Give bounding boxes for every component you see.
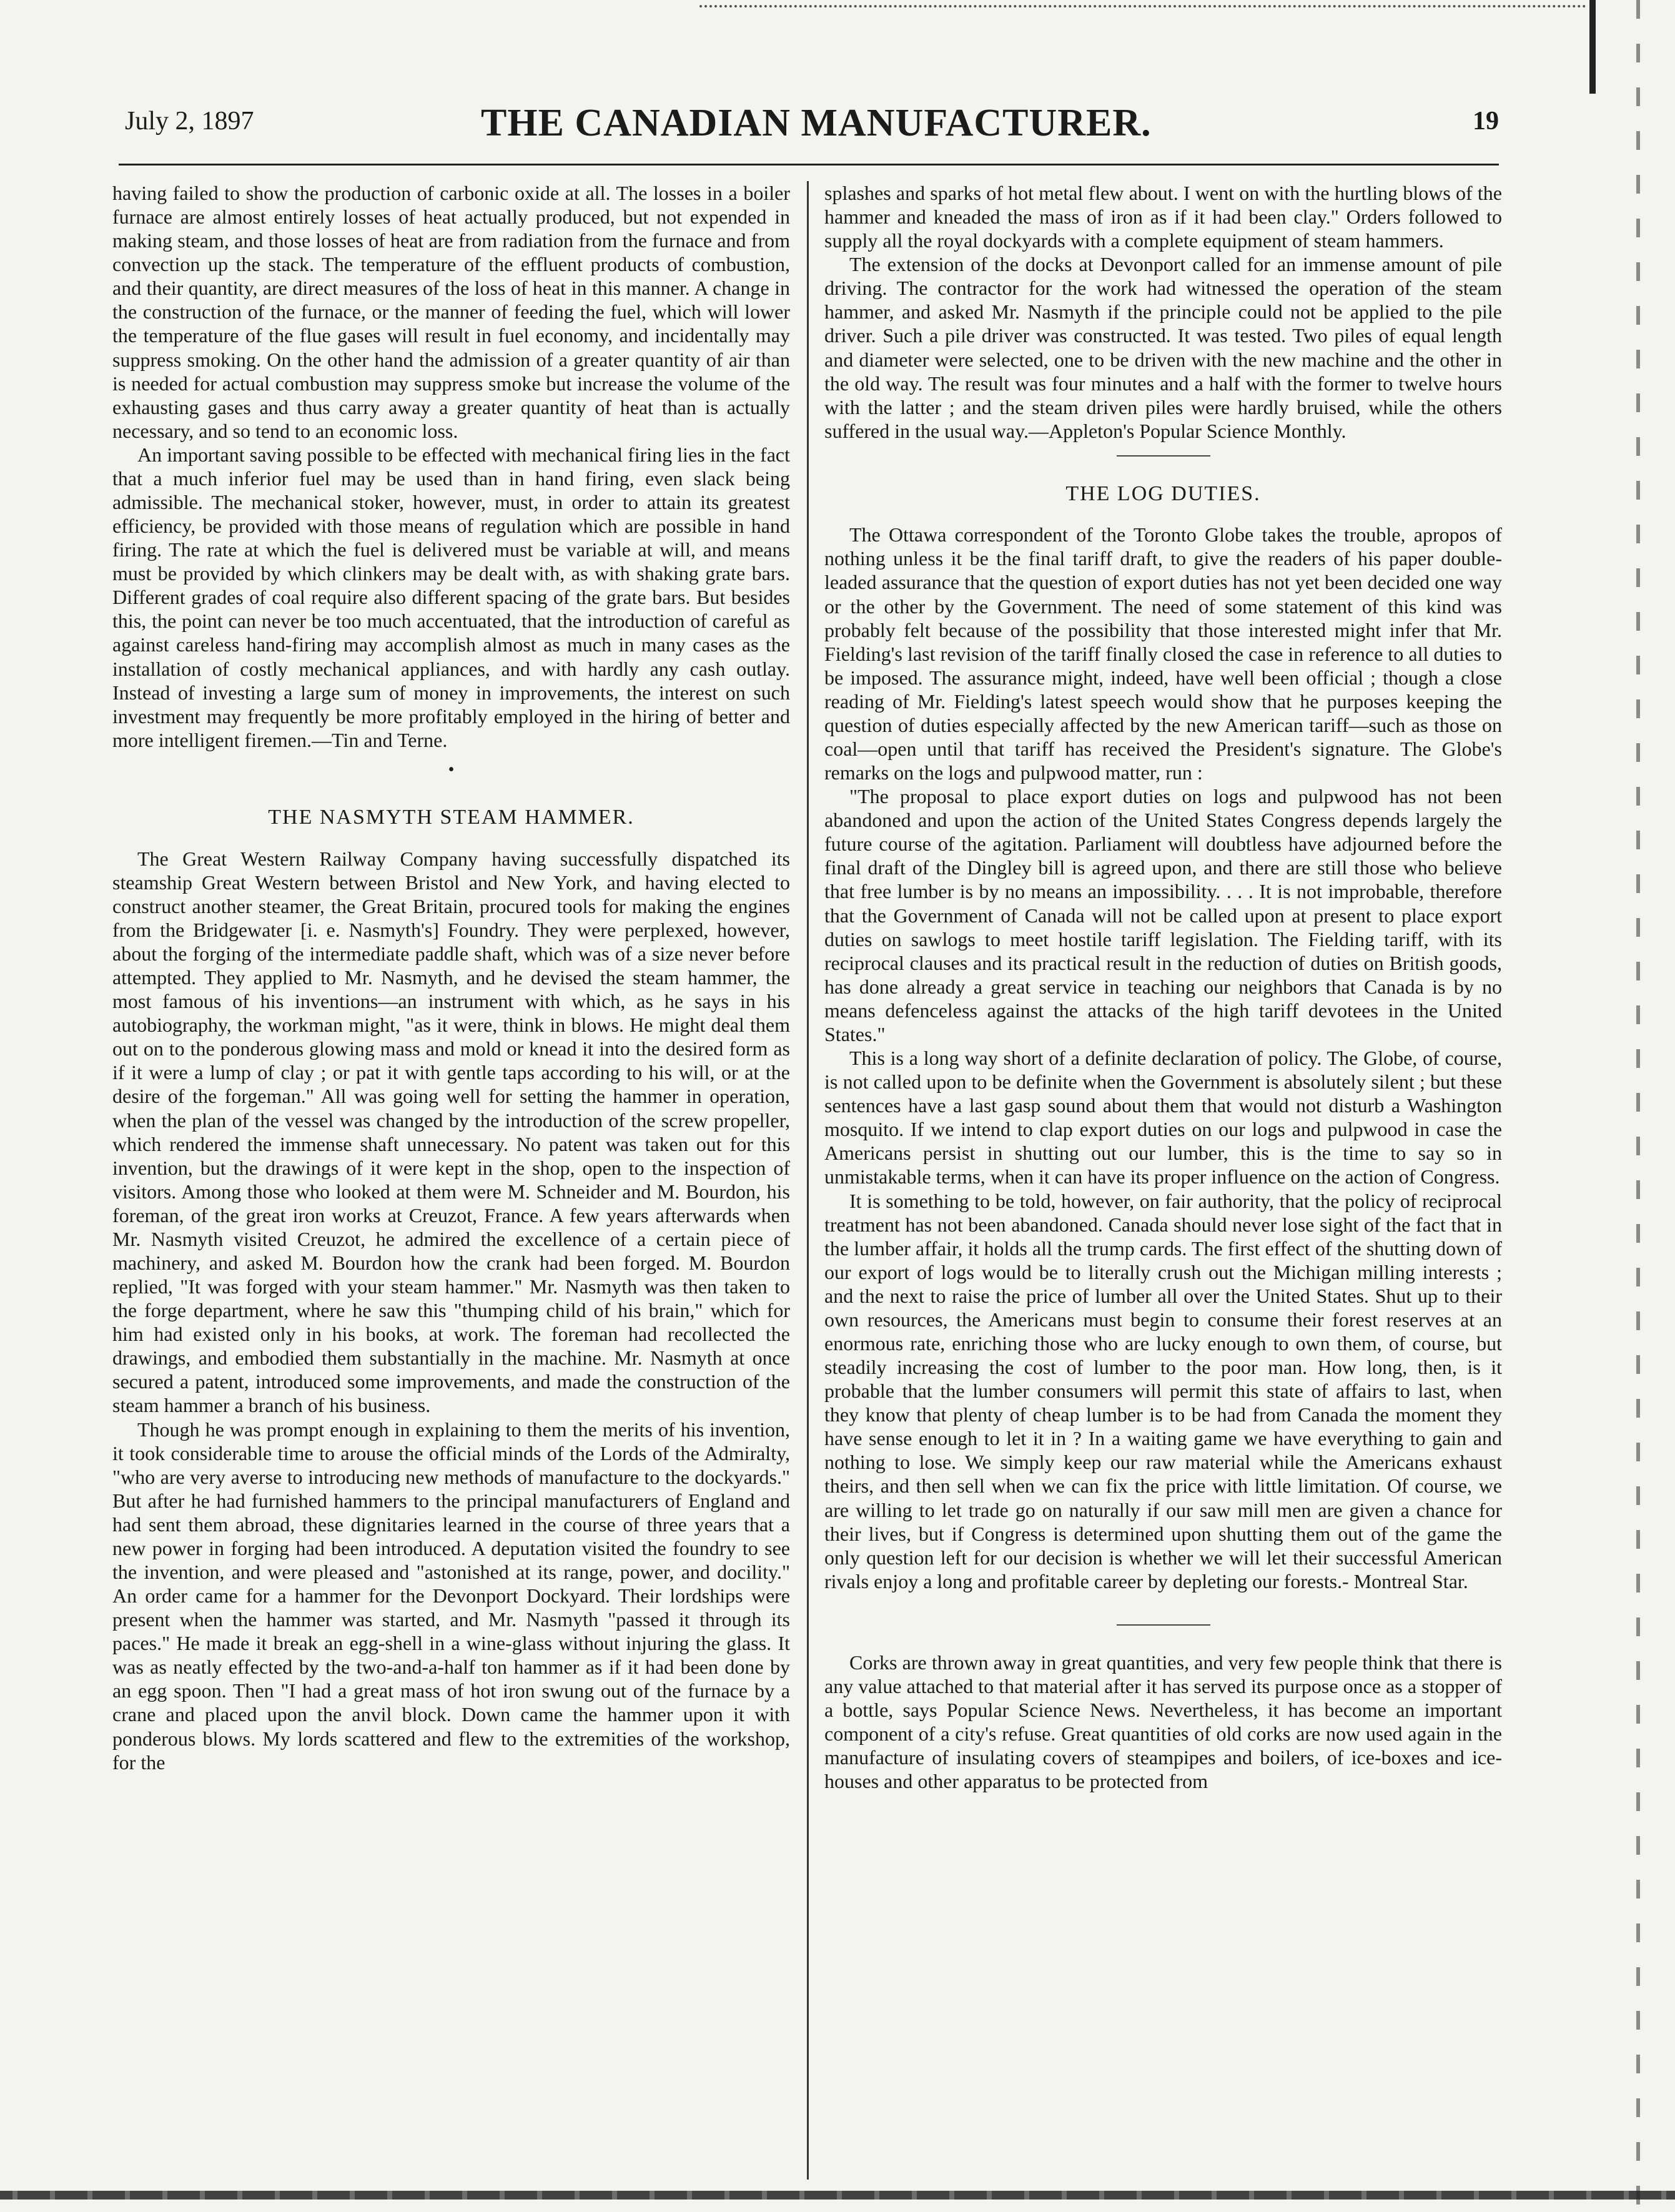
- right-column: [824, 181, 1502, 1793]
- article-paragraph: "The proposal to place export duties on logs and pulpwood has not been abandoned and upon the action of the United States Congress depends largely the future course of the agitation. Parliament will doubtless have adjourned before the final draft of the Dingley bill is agreed upon, and there are still those who believe that free lumber is by no means an impossibility. . . . It is not improbable, therefore that the Government of Canada will not be called upon at present to place export duties on sawlogs to meet hostile tariff legislation. The Fielding tariff, with its reciprocal clauses and its practical result in the reduction of duties on British goods, has done already a great service in teaching our neighbors that Canada is by no means defenceless against the attacks of the high tariff devotees in the United States.": [824, 785, 1502, 1045]
- article-paragraph: An important saving possible to be effected with mechanical firing lies in the fact that a much inferior fuel may be used than in hand firing, even slack being admissible. The mechanical stoker, however, must, in order to attain its greatest efficiency, be provided with those means of regulation which are possible in hand firing. The rate at which the fuel is delivered must be variable at will, and means must be provided by which clinkers may be dealt with, as with shaking grate bars. Different grades of coal require also different spacing of the grate bars. But besides this, the point can never be too much accentuated, that the introduction of careful as against careless hand-firing may accomplish almost as much in many cases as the installation of costly mechanical appliances, and with hardly any cash outlay. Instead of investing a large sum of money in improvements, the interest on such investment may frequently be more profitably employed in the hiring of better and more intelligent firemen.—Tin and Terne.: [112, 443, 790, 751]
- page-number: 19: [1473, 107, 1499, 136]
- article-title-log-duties: THE LOG DUTIES.: [1065, 481, 1261, 505]
- article-paragraph: splashes and sparks of hot metal flew about. I went on with the hurtling blows of the hammer and kneaded the mass of iron as if it had been clay." Orders followed to supply all the royal dockyards with a complete equipment of steam hammers.: [824, 182, 1502, 252]
- article-paragraph: The extension of the docks at Devonport called for an immense amount of pile driving. The contractor for the work had witnessed the operation of the steam hammer, and asked Mr. Nasmyth if the principle could not be applied to the pile driver. Such a pile driver was constructed. It was tested. Two piles of equal length and diameter were selected, one to be driven with the new machine and the other in the old way. The result was four minutes and a half with the former to twelve hours with the latter ; and the steam driven piles were hardly bruised, while the others suffered in the usual way.—Appleton's Popular Science Monthly.: [824, 253, 1502, 442]
- header-rule: [119, 164, 1499, 165]
- article-paragraph: This is a long way short of a definite declaration of policy. The Globe, of course, is not called upon to be definite when the Government is absolutely silent ; but these sentences have a last gasp sound about them that would not disturb a Washington mosquito. If we intend to clap export duties on our logs and pulpwood in case the Americans persist in shutting out our lumber, this is the time to say so in unmistakable terms, when it can have its proper influence on the action of Congress.: [824, 1047, 1502, 1188]
- article-paragraph: The Great Western Railway Company having successfully dispatched its steamship Great Western between Bristol and New York, and having elected to construct another steamer, the Great Britain, procured tools for making the engines from the Bridgewater [i. e. Nasmyth's] Foundry. They were perplexed, however, about the forging of the intermediate paddle shaft, which was of a size never before attempted. They applied to Mr. Nasmyth, and he devised the steam hammer, the most famous of his inventions—an instrument with which, as he says in his autobiography, the workman might, "as it were, think in blows. He might deal them out on to the ponderous glowing mass and mold or knead it into the desired form as if it were a lump of clay ; or pat it with gentle taps according to his will, or at the desire of the forgeman." All was going well for setting the hammer in operation, when the plan of the vessel was changed by the introduction of the screw propeller, which rendered the immense shaft unnecessary. No patent was taken out for this invention, but the drawings of it were kept in the shop, open to the inspection of visitors. Among those who looked at them were M. Schneider and M. Bourdon, his foreman, of the great iron works at Creuzot, France. A few years afterwards when Mr. Nasmyth visited Creuzot, he admired the excellence of a certain piece of machinery, and asked M. Bourdon how the crank had been forged. M. Bourdon replied, "It was forged with your steam hammer." Mr. Nasmyth was then taken to the forge department, where he saw this "thumping child of his brain," which for him had existed only in his books, at work. The foreman had recollected the drawings, and embodied them substantially in the machine. Mr. Nasmyth at once secured a patent, introduced some improvements, and made the construction of the steam hammer a branch of his business.: [112, 847, 790, 1417]
- page-header: [125, 102, 1499, 150]
- article-paragraph: having failed to show the production of carbonic oxide at all. The losses in a boiler furnace are almost entirely losses of heat actually produced, but not expended in making steam, and those losses of heat are from radiation from the furnace and from convection up the stack. The temperature of the effluent products of combustion, and their quantity, are direct measures of the loss of heat in this manner. A change in the construction of the furnace, or the manner of feeding the fuel, which will lower the temperature of the flue gases will result in fuel economy, and incidentally may suppress smoking. On the other hand the admission of a greater quantity of air than is needed for actual combustion may suppress smoke but increase the volume of the exhausting gases and thus carry away a greater quantity of heat than is actually necessary, and so tend to an economic loss.: [112, 182, 790, 442]
- masthead-title: THE CANADIAN MANUFACTURER.: [481, 102, 1152, 144]
- article-paragraph: It is something to be told, however, on fair authority, that the policy of reciprocal treatment has not been abandoned. Canada should never lose sight of the fact that in the lumber affair, it holds all the trump cards. The first effect of the shutting down of our export of logs would be to literally crush out the Michigan milling interests ; and the next to raise the price of lumber all over the United States. Shut up to their own resources, the Americans must begin to consume their forest reserves at an enormous rate, enriching those who are lucky enough to own them, of course, but steadily increasing the cost of lumber to the poor man. How long, then, is it probable that the lumber consumers will permit this state of affairs to last, when they know that plenty of cheap lumber is to be had from Canada the moment they have sense enough to let it in ? In a waiting game we have everything to gain and nothing to lose. We simply keep our raw material while the Americans exhaust theirs, and then sell when we can fix the price with little limitation. Of course, we are willing to let trade go on naturally if our saw mill men are given a chance for their lives, but if Congress is determined upon shutting them out of the game the only question left for our decision is whether we will let their successful American rivals enjoy a long and profitable career by depleting our forests.- Montreal Star.: [824, 1189, 1502, 1592]
- article-paragraph: Though he was prompt enough in explaining to them the merits of his invention, it took considerable time to arouse the official minds of the Lords of the Admiralty, "who are very averse to introducing new methods of manufacture to the dockyards." But after he had furnished hammers to the principal manufacturers of England and had sent them abroad, these dignitaries learned in the course of three years that a new power in forging had been introduced. A deputation visited the foundry to see the invention, and were pleased and "astonished at its range, power, and docility." An order came for a hammer for the Devonport Dockyard. Their lordships were present when the hammer was started, and Mr. Nasmyth "passed it through its paces." He made it break an egg-shell in a wine-glass without injuring the glass. It was as neatly effected by the two-and-a-half ton hammer as if it had been done by an egg spoon. Then "I had a great mass of hot iron swung out of the furnace by a crane and placed upon the anvil block. Down came the hammer upon it with ponderous blows. My lords scattered and flew to the extremities of the workshop, for the: [112, 1418, 790, 1774]
- article-title-nasmyth: THE NASMYTH STEAM HAMMER.: [268, 806, 635, 829]
- issue-date: July 2, 1897: [125, 107, 254, 136]
- corner-edge-mark: [1533, 0, 1596, 94]
- article-paragraph-corks: Corks are thrown away in great quantities, and very few people think that there is any value attached to that material after it has served its purpose once as a stopper of a bottle, says Popular Science News. Nevertheless, it has become an important component of a city's refuse. Great quantities of old corks are now used again in the manufacture of insulating covers of steampipes and boilers, of ice-boxes and ice-houses and other apparatus to be protected from: [824, 1651, 1502, 1793]
- top-edge-rule: [699, 5, 1586, 7]
- bottom-edge-rule: [0, 2191, 1675, 2200]
- article-paragraph: The Ottawa correspondent of the Toronto Globe takes the trouble, apropos of nothing unless it be the final tariff draft, to give the readers of his paper double-leaded assurance that the question of export duties has not yet been decided one way or the other by the Government. The need of some statement of this kind was probably felt because of the possibility that those interested might infer that Mr. Fielding's last revision of the tariff finally closed the case in reference to all duties to be imposed. The assurance might, indeed, have well been official ; though a close reading of Mr. Fielding's latest speech would show that he purposes keeping the question of duties especially affected by the new American tariff—such as those on coal—open until that tariff has received the President's signature. The Globe's remarks on the logs and pulpwood matter, run :: [824, 523, 1502, 784]
- right-edge-mark: [1636, 0, 1640, 2212]
- column-divider: [807, 181, 809, 2180]
- section-separator-dot: •: [448, 759, 455, 779]
- section-separator: [1117, 1624, 1210, 1626]
- left-column: [112, 181, 790, 1774]
- section-separator: [1117, 455, 1210, 457]
